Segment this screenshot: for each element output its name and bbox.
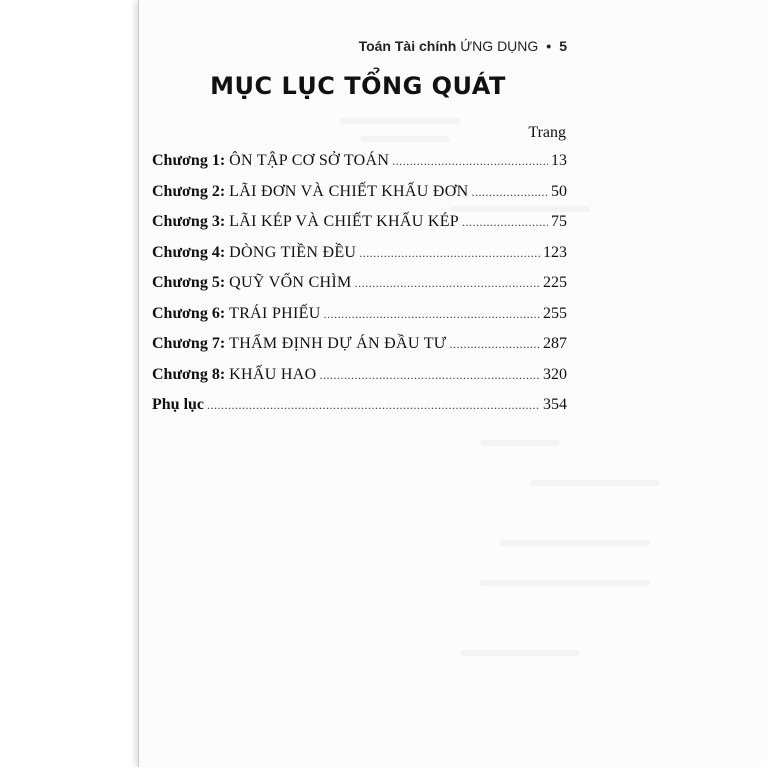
- chapter-label: Chương 6:: [152, 304, 226, 322]
- page-number: 5: [559, 38, 567, 54]
- dot-leader: [392, 154, 548, 169]
- chapter-title: DÒNG TIỀN ĐỀU: [229, 243, 357, 261]
- toc-entry: [152, 335, 567, 366]
- chapter-title: ÔN TẬP CƠ SỞ TOÁN: [229, 152, 390, 169]
- dot-leader: [324, 307, 540, 322]
- chapter-page: 13: [551, 152, 567, 169]
- chapter-title: QUỸ VỐN CHÌM: [229, 274, 352, 291]
- chapter-label: Chương 3:: [152, 213, 226, 230]
- chapter-page: 75: [551, 213, 567, 230]
- appendix-page: 354: [543, 396, 567, 413]
- toc-entry: [152, 396, 567, 427]
- toc-entry: [152, 366, 567, 397]
- chapter-title: LÃI ĐƠN VÀ CHIẾT KHẤU ĐƠN: [229, 182, 469, 200]
- chapter-label: Chương 7:: [152, 335, 226, 352]
- chapter-page: 225: [543, 274, 567, 291]
- chapter-title: THẨM ĐỊNH DỰ ÁN ĐẦU TƯ: [229, 335, 447, 352]
- toc-entry: [152, 274, 567, 305]
- chapter-label: Chương 8:: [152, 365, 226, 383]
- chapter-title: TRÁI PHIẾU: [229, 304, 321, 322]
- chapter-page: 255: [543, 304, 567, 322]
- toc-entry: [152, 244, 567, 275]
- chapter-label: Chương 4:: [152, 243, 226, 261]
- chapter-page: 123: [543, 243, 567, 261]
- dot-leader: [359, 246, 540, 261]
- book-title-rest: ỨNG DỤNG: [456, 38, 539, 54]
- header-separator: •: [546, 38, 552, 54]
- book-title-bold: Toán Tài chính: [358, 38, 457, 54]
- dot-leader: [471, 185, 548, 200]
- chapter-title: KHẤU HAO: [229, 365, 317, 383]
- page-title: MỤC LỤC TỔNG QUÁT: [210, 72, 506, 100]
- page-column-label: Trang: [528, 124, 566, 141]
- dot-leader: [462, 215, 548, 230]
- chapter-title: LÃI KÉP VÀ CHIẾT KHẤU KÉP: [229, 213, 460, 230]
- running-header: [359, 38, 567, 54]
- toc-entry: [152, 213, 567, 244]
- chapter-page: 320: [543, 365, 567, 383]
- toc-entry: [152, 183, 567, 214]
- toc-entry: [152, 305, 567, 336]
- dot-leader: [449, 337, 540, 352]
- chapter-label: Chương 2:: [152, 182, 226, 200]
- toc-entry: [152, 152, 567, 183]
- appendix-label: Phụ lục: [152, 396, 205, 413]
- dot-leader: [319, 368, 540, 383]
- chapter-label: Chương 1:: [152, 152, 226, 169]
- dot-leader: [207, 398, 540, 413]
- dot-leader: [355, 276, 540, 291]
- chapter-page: 50: [551, 182, 567, 200]
- chapter-page: 287: [543, 335, 567, 352]
- chapter-label: Chương 5:: [152, 274, 226, 291]
- table-of-contents: [152, 152, 567, 427]
